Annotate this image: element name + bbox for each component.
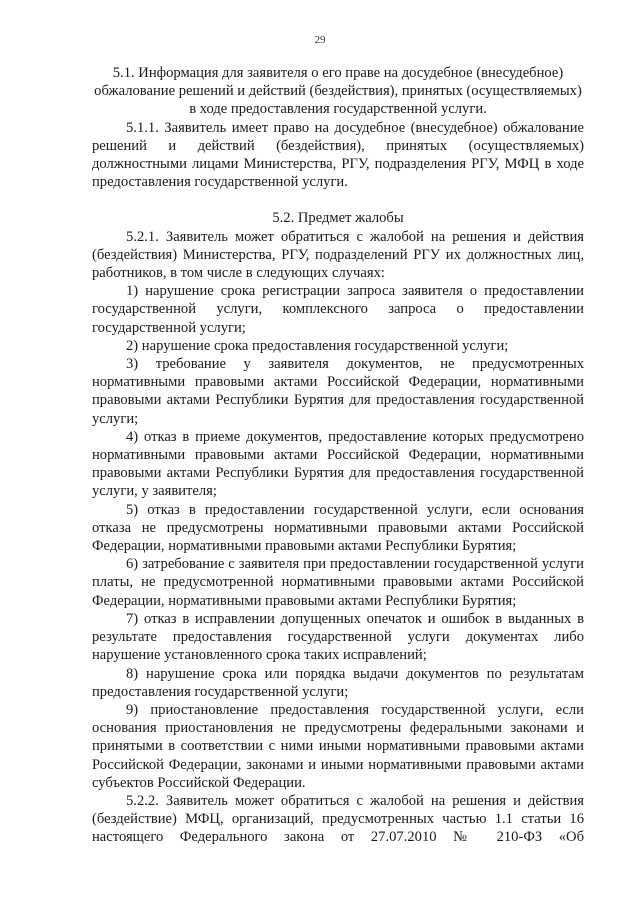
- document-body: [92, 64, 584, 847]
- section-5-1-heading: 5.1. Информация для заявителя о его праве на досудебное (внесудебное) обжалование решений и действий (бездействия), принятых (осуществляемых) в ходе предоставления государственной услуги.: [94, 65, 582, 118]
- list-item-4: 4) отказ в приеме документов, предоставление которых предусмотрено нормативными правовыми актами Российской Федерации, нормативными правовыми актами Республики Бурятия для предоставления государственной услуги, у заявителя;: [92, 428, 584, 500]
- list-item-1: 1) нарушение срока регистрации запроса заявителя о предоставлении государственной услуги, комплексного запроса о предоставлении государственной услуги;: [92, 283, 584, 336]
- list-item-6: 6) затребование с заявителя при предоставлении государственной услуги платы, не предусмотренной нормативными правовыми актами Российской Федерации, нормативными правовыми актами Республики Бурятия;: [92, 556, 584, 609]
- list-item-7: 7) отказ в исправлении допущенных опечаток и ошибок в выданных в результате предоставления государственной услуги документах либо нарушение установленного срока таких исправлений;: [92, 610, 584, 664]
- paragraph-5-1-1: 5.1.1. Заявитель имеет право на досудебное (внесудебное) обжалование решений и действий (бездействия), принятых (осуществляемых) должностными лицами Министерства, РГУ, подразделения РГУ, МФЦ в ходе предоставления государственной услуги.: [92, 119, 584, 191]
- paragraph-5-2-1: 5.2.1. Заявитель может обратиться с жалобой на решения и действия (бездействия) Министерства, РГУ, подразделений РГУ их должностных лиц, работников, в том числе в следующих случаях:: [92, 228, 584, 282]
- list-item-9: 9) приостановление предоставления государственной услуги, если основания приостановления не предусмотрены федеральными законами и принятыми в соответствии с ними иными нормативными правовыми актами Российской Федерации, законами и иными нормативными правовыми актами субъектов Российской Федерации.: [92, 701, 584, 791]
- list-item-2: 2) нарушение срока предоставления государственной услуги;: [126, 337, 509, 354]
- list-item-3: 3) требование у заявителя документов, не предусмотренных нормативными правовыми актами Российской Федерации, нормативными правовыми актами Республики Бурятия для предоставления государственной услуги;: [92, 356, 584, 427]
- list-item-5: 5) отказ в предоставлении государственной услуги, если основания отказа не предусмотрены нормативными правовыми актами Российской Федерации, нормативными правовыми актами Республики Бурятия;: [92, 501, 584, 555]
- page-number: 29: [314, 34, 326, 46]
- paragraph-5-2-2: 5.2.2. Заявитель может обратиться с жалобой на решения и действия (бездействие) МФЦ, организаций, предусмотренных частью 1.1 статьи 16 настоящего Федерального закона от 27.07.2010 № 210-ФЗ «Об: [92, 792, 584, 846]
- list-item-8: 8) нарушение срока или порядка выдачи документов по результатам предоставления государственной услуги;: [92, 665, 584, 700]
- section-5-2-heading: 5.2. Предмет жалобы: [272, 210, 404, 227]
